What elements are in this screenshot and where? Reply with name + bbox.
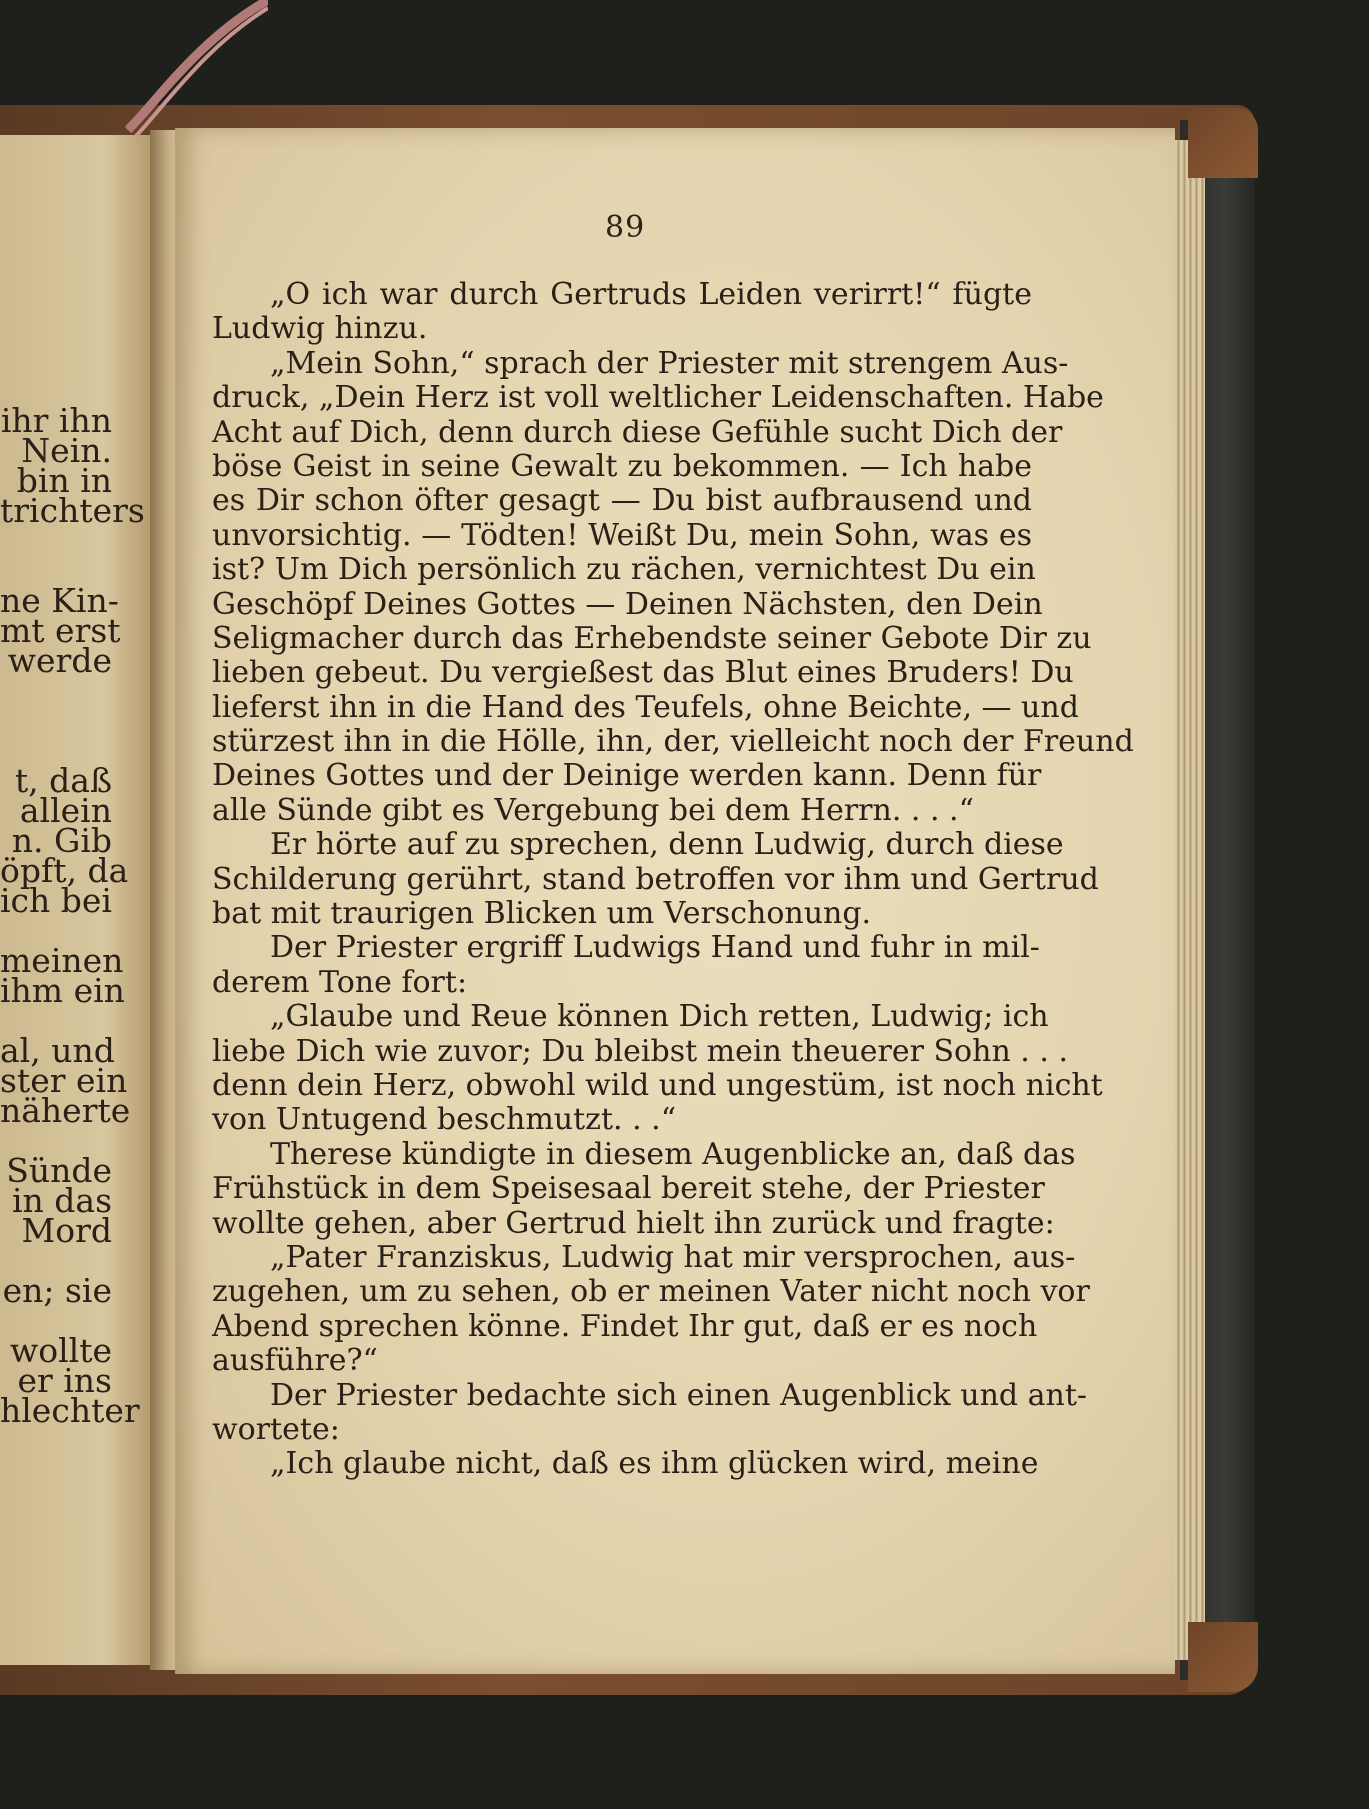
left-page-line: trichters <box>0 491 145 530</box>
left-page-line: allein <box>19 791 112 830</box>
left-page-line: öpft, da <box>0 851 129 890</box>
text-line: Schilderung gerührt, stand betroffen vor ihm und Gertrud <box>212 861 1099 897</box>
page-body-text <box>212 277 1134 1482</box>
text-line: zugehen, um zu sehen, ob er meinen Vater nicht noch vor <box>212 1274 1090 1310</box>
text-line: Seligmacher durch das Erhebendste seiner Gebote Dir zu <box>212 620 1092 656</box>
left-page-line: hlechter <box>0 1391 140 1430</box>
left-page-line <box>0 703 112 733</box>
text-line: Deines Gottes und der Deinige werden kann. Denn für <box>212 758 1042 794</box>
text-line: ausführe?“ <box>212 1343 378 1379</box>
text-line: lieferst ihn in die Hand des Teufels, ohne Beichte, — und <box>212 689 1079 725</box>
left-page-line: meinen <box>0 941 124 980</box>
text-line: stürzest ihn in die Hölle, ihn, der, vielleicht noch der Freund <box>212 724 1134 760</box>
text-line: „Ich glaube nicht, daß es ihm glücken wird, meine <box>270 1446 1039 1482</box>
text-line: derem Tone fort: <box>212 964 468 1000</box>
left-page-line: ihm ein <box>0 971 125 1010</box>
left-page-line: ich bei <box>0 881 112 920</box>
text-line: Therese kündigte in diesem Augenblicke an, daß das <box>270 1136 1076 1172</box>
text-line: Ludwig hinzu. <box>212 311 428 347</box>
text-line: bat mit traurigen Blicken um Verschonung. <box>212 896 872 932</box>
text-line: ist? Um Dich persönlich zu rächen, vernichtest Du ein <box>212 552 1036 588</box>
bookmark-ribbon <box>118 0 268 150</box>
text-line: Er hörte auf zu sprechen, denn Ludwig, durch diese <box>270 827 1064 863</box>
text-line: von Untugend beschmutzt. . .“ <box>212 1102 677 1138</box>
left-page-text-fragments <box>0 401 145 1430</box>
text-line: „O ich war durch Gertruds Leiden verirrt!“ fügte <box>270 277 1032 312</box>
text-line: „Pater Franziskus, Ludwig hat mir versprochen, aus- <box>270 1239 1076 1275</box>
left-page-line: al, und <box>0 1031 115 1070</box>
text-line: es Dir schon öfter gesagt — Du bist aufbrausend und <box>212 483 1032 519</box>
left-page-line: n. Gib <box>11 821 112 860</box>
left-page-line: mt erst <box>0 611 121 650</box>
left-page <box>0 135 150 1665</box>
left-page-line: en; sie <box>2 1271 112 1310</box>
text-line: „Mein Sohn,“ sprach der Priester mit strengem Aus- <box>270 345 1069 381</box>
text-line: Der Priester bedachte sich einen Augenblick und ant- <box>270 1377 1088 1413</box>
left-page-line: bin in <box>16 461 112 500</box>
left-page-line <box>0 733 112 763</box>
text-line: lieben gebeut. Du vergießest das Blut eines Bruders! Du <box>212 655 1074 691</box>
text-line: wortete: <box>212 1411 340 1447</box>
left-page-line: wollte <box>9 1331 112 1370</box>
left-page-line: ihr ihn <box>0 401 112 440</box>
text-line: alle Sünde gibt es Vergebung bei dem Herrn. . . .“ <box>212 792 974 828</box>
left-page-line: t, daß <box>14 761 112 800</box>
text-line: unvorsichtig. — Tödten! Weißt Du, mein Sohn, was es <box>212 517 1032 553</box>
left-page-line: ster ein <box>0 1061 128 1100</box>
text-line: denn dein Herz, obwohl wild und ungestüm, ist noch nicht <box>212 1067 1103 1103</box>
left-page-line: werde <box>7 641 112 680</box>
text-line: liebe Dich wie zuvor; Du bleibst mein theuerer Sohn . . . <box>212 1033 1068 1069</box>
left-page-line: in das <box>11 1181 112 1220</box>
left-page-line: näherte <box>0 1091 131 1130</box>
text-line: böse Geist in seine Gewalt zu bekommen. — Ich habe <box>212 448 1032 484</box>
left-page-line <box>0 553 112 583</box>
text-line: „Glaube und Reue können Dich retten, Ludwig; ich <box>270 999 1049 1035</box>
text-line: Der Priester ergriff Ludwigs Hand und fuhr in mil- <box>270 930 1040 966</box>
left-page-line: Nein. <box>21 431 112 470</box>
left-page-line: Mord <box>21 1211 112 1250</box>
text-line: Acht auf Dich, denn durch diese Gefühle sucht Dich der <box>212 414 1063 450</box>
text-line: Frühstück in dem Speisesaal bereit stehe, der Priester <box>212 1171 1045 1207</box>
left-page-line: er ins <box>17 1361 112 1400</box>
text-line: wollte gehen, aber Gertrud hielt ihn zurück und fragte: <box>212 1205 1055 1241</box>
left-page-line: Sünde <box>6 1151 112 1190</box>
leather-corner-bottom <box>1188 1622 1258 1692</box>
page-number: 89 <box>605 210 646 245</box>
text-line: druck, „Dein Herz ist voll weltlicher Leidenschaften. Habe <box>212 380 1104 416</box>
text-line: Abend sprechen könne. Findet Ihr gut, daß er es noch <box>212 1308 1038 1344</box>
left-page-line: ne Kin- <box>0 581 119 620</box>
text-line: Geschöpf Deines Gottes — Deinen Nächsten, den Dein <box>212 586 1043 622</box>
leather-corner-top <box>1188 108 1258 178</box>
